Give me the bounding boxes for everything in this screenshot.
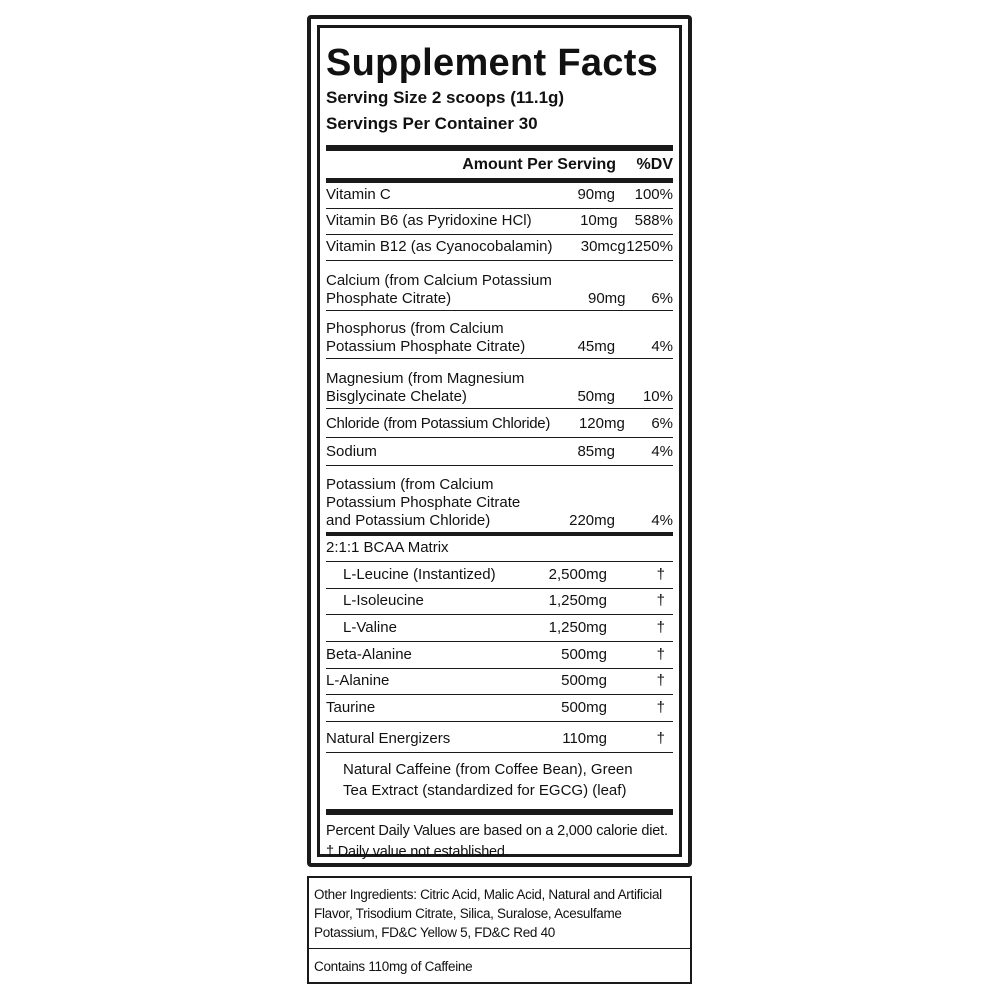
ingredient-name: L-Valine [343,619,397,636]
other-ingredients-divider [309,948,690,949]
nutrient-row [326,311,673,359]
ingredient-row [326,695,673,722]
nutrient-row [326,261,673,311]
nutrient-amount: 90mg [588,290,626,307]
nutrient-name: Vitamin B12 (as Cyanocobalamin) [326,238,553,255]
ingredient-amount: 500mg [561,646,607,663]
nutrient-amount: 45mg [577,338,616,355]
ingredient-amount: 2,500mg [548,566,607,583]
nutrient-dv: 10% [642,388,673,405]
nutrient-dv: 6% [651,415,673,432]
nutrient-dv: 1250% [626,238,673,255]
ingredient-name: L-Leucine (Instantized) [343,566,496,583]
nutrient-dv: 4% [651,512,673,529]
nutrient-amount: 120mg [578,415,625,432]
ingredient-name: L-Isoleucine [343,592,424,609]
nutrient-row [326,183,673,209]
other-ingredients-box [307,876,692,984]
bcaa-title: 2:1:1 BCAA Matrix [326,539,449,556]
ingredient-row [326,589,673,615]
nutrient-amount: 30mcg [580,238,626,255]
ingredient-name: Taurine [326,699,376,716]
nutrient-dv: 6% [651,290,673,307]
caffeine-statement: Contains 110mg of Caffeine [314,959,473,974]
nutrient-row [326,209,673,235]
nutrient-amount: 90mg [577,186,615,203]
ingredient-amount: 110mg [562,730,607,747]
nutrient-row [326,466,673,532]
servings-per-container: Servings Per Container 30 [326,114,538,133]
nutrient-dv: 4% [651,338,673,355]
ingredient-dv: † [656,699,665,716]
ingredient-amount: 1,250mg [548,619,607,636]
nutrient-name: Vitamin B6 (as Pyridoxine HCl) [326,212,532,229]
ingredient-amount: 500mg [561,672,607,689]
nutrient-row [326,359,673,409]
serving-size: Serving Size 2 scoops (11.1g) [326,88,565,107]
other-ingredients: Other Ingredients: Citric Acid, Malic Acid, Natural and Artificial Flavor, Trisodium Citrate, Silica, Suralose, Acesulfame Potassium, FD&C Yellow 5, FD&C Red 40 [314,887,662,940]
nutrient-name: Calcium (from Calcium Potassium Phosphate Citrate) [326,272,552,307]
nutrient-name: Vitamin C [326,186,391,203]
ingredient-dv: † [656,592,665,609]
ingredient-dv: † [656,730,665,747]
ingredient-name: Natural Energizers [326,730,451,747]
ingredient-row [326,642,673,669]
nutrient-name: Chloride (from Potassium Chloride) [326,415,551,432]
nutrient-dv: 4% [651,443,673,460]
ingredient-dv: † [656,619,665,636]
dv-header: %DV [636,156,673,173]
column-header [326,151,673,179]
ingredient-dv: † [656,646,665,663]
ingredient-row [326,615,673,642]
ingredient-name: L-Alanine [326,672,390,689]
panel-title: Supplement Facts [326,42,659,84]
nutrient-amount: 220mg [569,512,615,529]
ingredient-dv: † [656,672,665,689]
supplement-facts-inner-border [317,25,682,860]
nutrient-row [326,235,673,261]
nutrient-name: Phosphorus (from Calcium Potassium Phosphate Citrate) [326,320,526,355]
ingredient-dv: † [656,566,665,583]
bcaa-title-row [326,536,673,562]
nutrient-dv: 100% [634,186,673,203]
ingredient-amount: 500mg [561,699,607,716]
nutrient-name: Sodium [326,443,377,460]
ingredient-row [326,562,673,589]
nutrient-row [326,438,673,466]
daily-value-footnote: Percent Daily Values are based on a 2,000 calorie diet. † Daily value not established. [326,823,668,860]
amount-per-serving-header: Amount Per Serving [462,156,616,173]
nutrient-row [326,409,673,438]
ingredient-amount: 1,250mg [548,592,607,609]
ingredient-name: Beta-Alanine [326,646,412,663]
ingredient-row [326,722,673,753]
nutrient-amount: 50mg [577,388,615,405]
supplement-facts-panel [307,15,692,867]
nutrient-name: Magnesium (from Magnesium Bisglycinate Chelate) [326,370,525,405]
nutrient-amount: 85mg [577,443,615,460]
energizers-note: Natural Caffeine (from Coffee Bean), Green Tea Extract (standardized for EGCG) (leaf) [343,761,633,799]
nutrient-dv: 588% [634,212,673,229]
nutrient-amount: 10mg [580,212,618,229]
ingredient-row [326,669,673,695]
nutrient-name: Potassium (from Calcium Potassium Phosphate Citrate and Potassium Chloride) [326,476,521,529]
